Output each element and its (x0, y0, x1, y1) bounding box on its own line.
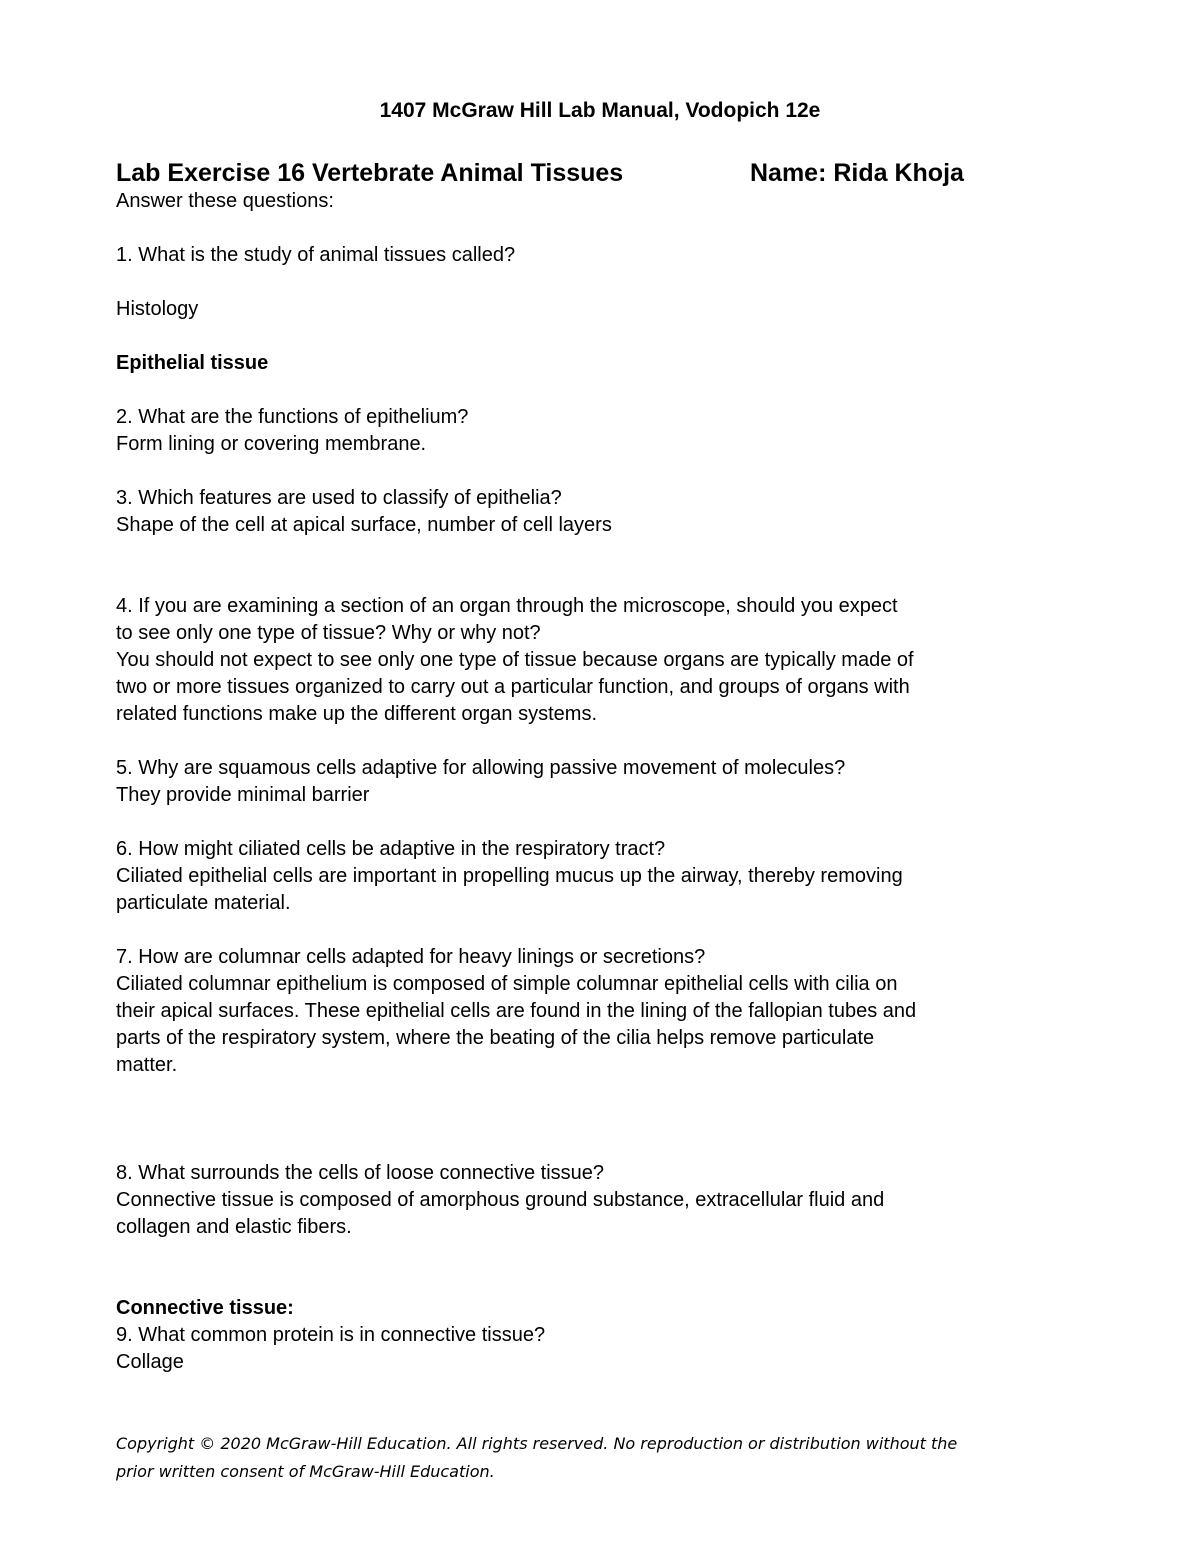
answer-3: Shape of the cell at apical surface, number of cell layers (116, 514, 612, 536)
question-6: 6. How might ciliated cells be adaptive in the respiratory tract? (116, 838, 666, 860)
section-heading-connective: Connective tissue: (116, 1297, 294, 1319)
answer-9: Collage (116, 1351, 184, 1373)
question-8: 8. What surrounds the cells of loose connective tissue? (116, 1162, 605, 1184)
intro-text: Answer these questions: (116, 190, 334, 212)
answer-6-line-1: Ciliated epithelial cells are important in propelling mucus up the airway, thereby removing (116, 865, 903, 887)
question-5: 5. Why are squamous cells adaptive for allowing passive movement of molecules? (116, 757, 846, 779)
copyright-line-2: prior written consent of McGraw-Hill Education. (116, 1462, 495, 1481)
question-2: 2. What are the functions of epithelium? (116, 406, 469, 428)
question-4-line-1: 4. If you are examining a section of an organ through the microscope, should you expect (116, 595, 898, 617)
answer-1: Histology (116, 298, 199, 320)
questions-body (116, 188, 1076, 1376)
document-header: 1407 McGraw Hill Lab Manual, Vodopich 12e (379, 99, 821, 122)
question-1: 1. What is the study of animal tissues called? (116, 244, 516, 266)
student-name: Name: Rida Khoja (750, 159, 964, 187)
answer-7-line-2: their apical surfaces. These epithelial cells are found in the lining of the fallopian tubes and (116, 1000, 917, 1022)
question-3: 3. Which features are used to classify of epithelia? (116, 487, 562, 509)
title-row (116, 157, 1076, 189)
answer-6-line-2: particulate material. (116, 892, 291, 914)
copyright-line-1: Copyright © 2020 McGraw-Hill Education. All rights reserved. No reproduction or distribution without the (116, 1434, 958, 1453)
answer-7-line-1: Ciliated columnar epithelium is composed of simple columnar epithelial cells with cilia on (116, 973, 898, 995)
answer-5: They provide minimal barrier (116, 784, 370, 806)
section-heading-epithelial: Epithelial tissue (116, 352, 269, 374)
answer-8-line-2: collagen and elastic fibers. (116, 1216, 352, 1238)
question-4-line-2: to see only one type of tissue? Why or why not? (116, 622, 541, 644)
copyright-footer (116, 1430, 1076, 1486)
exercise-title: Lab Exercise 16 Vertebrate Animal Tissues (116, 159, 624, 187)
answer-7-line-4: matter. (116, 1054, 178, 1076)
answer-4-line-3: related functions make up the different organ systems. (116, 703, 598, 725)
answer-7-line-3: parts of the respiratory system, where the beating of the cilia helps remove particulate (116, 1027, 875, 1049)
answer-2: Form lining or covering membrane. (116, 433, 427, 455)
question-9: 9. What common protein is in connective tissue? (116, 1324, 546, 1346)
answer-4-line-2: two or more tissues organized to carry out a particular function, and groups of organs with (116, 676, 910, 698)
answer-8-line-1: Connective tissue is composed of amorphous ground substance, extracellular fluid and (116, 1189, 885, 1211)
answer-4-line-1: You should not expect to see only one type of tissue because organs are typically made of (116, 649, 914, 671)
question-7: 7. How are columnar cells adapted for heavy linings or secretions? (116, 946, 706, 968)
